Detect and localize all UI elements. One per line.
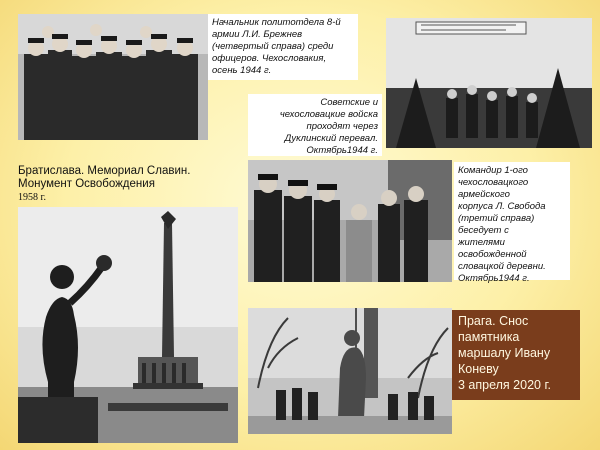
caption-dukla: Советские и чехословацкие войска проходят через Дуклинский перевал. Октябрь1944 г. [248, 94, 382, 156]
title-slavin: Братислава. Мемориал Славин. Монумент Освобождения 1958 г. [18, 165, 191, 203]
photo-svoboda-villagers [248, 160, 452, 282]
caption-svoboda: Командир 1-ого чехословацкого армейского корпуса Л. Свобода (третий справа) беседует с жителями освобожденной словацкой деревни. Октябрь1944 г. [454, 162, 570, 280]
photo-officers-group [18, 14, 208, 140]
photo-slavin-monument [18, 207, 238, 443]
photo-dukla-pass [386, 18, 592, 148]
caption-prague: Прага. Снос памятника маршалу Ивану Коневу 3 апреля 2020 г. [452, 310, 580, 400]
caption-brezhnev: Начальник политотдела 8-й армии Л.И. Брежнев (четвертый справа) среди офицеров. Чехословакия, осень 1944 г. [208, 14, 358, 80]
photo-prague-demolition [248, 308, 452, 434]
